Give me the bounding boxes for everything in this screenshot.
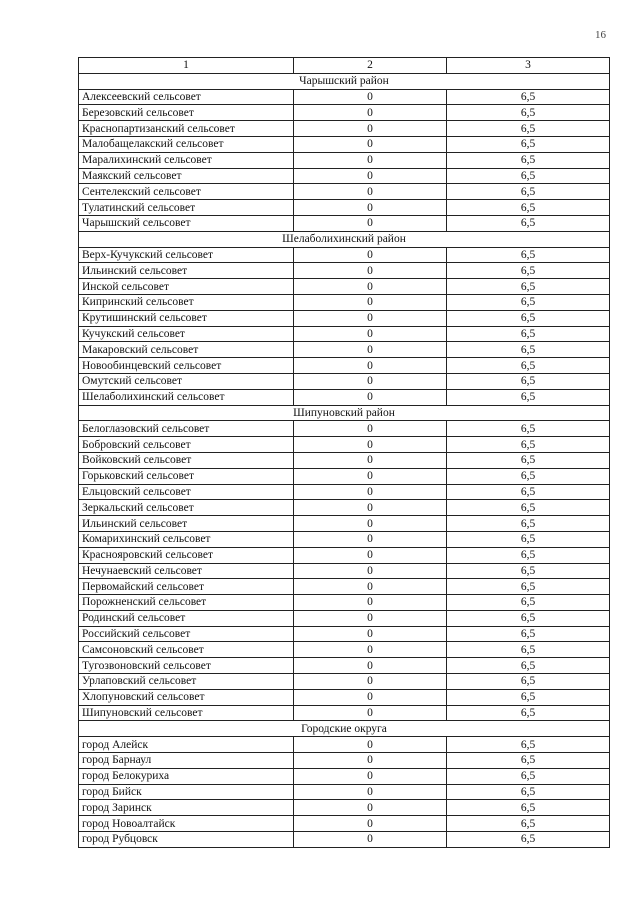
table-row <box>79 294 610 310</box>
value-col-2: 0 <box>294 595 447 611</box>
value-col-2: 0 <box>294 531 447 547</box>
value-col-2: 0 <box>294 689 447 705</box>
section-header-row <box>79 231 610 247</box>
municipality-name: Макаровский сельсовет <box>79 342 294 358</box>
value-col-2: 0 <box>294 753 447 769</box>
value-col-3: 6,5 <box>447 832 610 848</box>
value-col-3: 6,5 <box>447 373 610 389</box>
value-col-3: 6,5 <box>447 800 610 816</box>
value-col-3: 6,5 <box>447 310 610 326</box>
value-col-2: 0 <box>294 468 447 484</box>
value-col-3: 6,5 <box>447 516 610 532</box>
municipality-name: Родинский сельсовет <box>79 610 294 626</box>
value-col-2: 0 <box>294 626 447 642</box>
value-col-3: 6,5 <box>447 121 610 137</box>
table-row <box>79 832 610 848</box>
value-col-2: 0 <box>294 642 447 658</box>
municipality-name: Верх-Кучукский сельсовет <box>79 247 294 263</box>
municipality-name: Комарихинский сельсовет <box>79 531 294 547</box>
municipality-name: город Белокуриха <box>79 768 294 784</box>
value-col-2: 0 <box>294 279 447 295</box>
table-row <box>79 452 610 468</box>
section-title: Шелаболихинский район <box>79 231 610 247</box>
value-col-3: 6,5 <box>447 105 610 121</box>
value-col-2: 0 <box>294 263 447 279</box>
column-header-row <box>79 58 610 74</box>
value-col-2: 0 <box>294 737 447 753</box>
municipality-name: Шелаболихинский сельсовет <box>79 389 294 405</box>
municipality-name: Малобащелакский сельсовет <box>79 136 294 152</box>
column-header: 2 <box>294 58 447 74</box>
municipality-name: город Бийск <box>79 784 294 800</box>
table-row <box>79 184 610 200</box>
value-col-2: 0 <box>294 342 447 358</box>
value-col-2: 0 <box>294 547 447 563</box>
value-col-3: 6,5 <box>447 753 610 769</box>
municipality-name: Ельцовский сельсовет <box>79 484 294 500</box>
section-title: Городские округа <box>79 721 610 737</box>
table-row <box>79 279 610 295</box>
table-row <box>79 626 610 642</box>
value-col-3: 6,5 <box>447 689 610 705</box>
municipality-name: Краснояровский сельсовет <box>79 547 294 563</box>
value-col-3: 6,5 <box>447 263 610 279</box>
municipality-name: Чарышский сельсовет <box>79 215 294 231</box>
table-row <box>79 816 610 832</box>
table-row <box>79 215 610 231</box>
page-number: 16 <box>595 29 606 41</box>
municipality-name: Березовский сельсовет <box>79 105 294 121</box>
value-col-2: 0 <box>294 184 447 200</box>
value-col-2: 0 <box>294 121 447 137</box>
value-col-3: 6,5 <box>447 326 610 342</box>
municipality-name: Крутишинский сельсовет <box>79 310 294 326</box>
table-row <box>79 595 610 611</box>
table-row <box>79 705 610 721</box>
municipality-name: Урлаповский сельсовет <box>79 674 294 690</box>
section-title: Чарышский район <box>79 73 610 89</box>
municipality-name: Тугозвоновский сельсовет <box>79 658 294 674</box>
municipality-name: Хлопуновский сельсовет <box>79 689 294 705</box>
value-col-3: 6,5 <box>447 358 610 374</box>
table-row <box>79 610 610 626</box>
value-col-3: 6,5 <box>447 184 610 200</box>
value-col-2: 0 <box>294 500 447 516</box>
section-header-row <box>79 721 610 737</box>
municipality-name: Омутский сельсовет <box>79 373 294 389</box>
value-col-2: 0 <box>294 832 447 848</box>
value-col-3: 6,5 <box>447 610 610 626</box>
municipality-name: Горьковский сельсовет <box>79 468 294 484</box>
value-col-2: 0 <box>294 152 447 168</box>
table-row <box>79 168 610 184</box>
municipality-name: город Заринск <box>79 800 294 816</box>
municipality-name: город Рубцовск <box>79 832 294 848</box>
table-row <box>79 674 610 690</box>
section-header-row <box>79 73 610 89</box>
value-col-3: 6,5 <box>447 136 610 152</box>
municipality-name: Краснопартизанский сельсовет <box>79 121 294 137</box>
table-row <box>79 136 610 152</box>
value-col-2: 0 <box>294 389 447 405</box>
table-row <box>79 358 610 374</box>
municipality-name: Войковский сельсовет <box>79 452 294 468</box>
value-col-3: 6,5 <box>447 294 610 310</box>
municipality-name: Первомайский сельсовет <box>79 579 294 595</box>
table-row <box>79 89 610 105</box>
value-col-2: 0 <box>294 358 447 374</box>
value-col-3: 6,5 <box>447 563 610 579</box>
table-row <box>79 531 610 547</box>
table-row <box>79 105 610 121</box>
municipality-name: Самсоновский сельсовет <box>79 642 294 658</box>
value-col-2: 0 <box>294 674 447 690</box>
value-col-2: 0 <box>294 610 447 626</box>
value-col-2: 0 <box>294 784 447 800</box>
value-col-3: 6,5 <box>447 737 610 753</box>
section-header-row <box>79 405 610 421</box>
value-col-2: 0 <box>294 563 447 579</box>
value-col-2: 0 <box>294 452 447 468</box>
value-col-3: 6,5 <box>447 484 610 500</box>
value-col-3: 6,5 <box>447 547 610 563</box>
value-col-3: 6,5 <box>447 200 610 216</box>
value-col-3: 6,5 <box>447 247 610 263</box>
value-col-2: 0 <box>294 437 447 453</box>
value-col-3: 6,5 <box>447 468 610 484</box>
municipality-name: Маралихинский сельсовет <box>79 152 294 168</box>
table-row <box>79 500 610 516</box>
municipality-name: Ильинский сельсовет <box>79 263 294 279</box>
value-col-2: 0 <box>294 136 447 152</box>
value-col-3: 6,5 <box>447 674 610 690</box>
value-col-3: 6,5 <box>447 215 610 231</box>
value-col-2: 0 <box>294 816 447 832</box>
value-col-3: 6,5 <box>447 342 610 358</box>
value-col-2: 0 <box>294 247 447 263</box>
data-table <box>78 57 610 848</box>
table-body <box>79 58 610 848</box>
value-col-3: 6,5 <box>447 500 610 516</box>
table-row <box>79 421 610 437</box>
table-row <box>79 342 610 358</box>
municipality-name: Бобровский сельсовет <box>79 437 294 453</box>
table-row <box>79 768 610 784</box>
municipality-name: Новообинцевский сельсовет <box>79 358 294 374</box>
table-row <box>79 326 610 342</box>
value-col-2: 0 <box>294 484 447 500</box>
value-col-2: 0 <box>294 421 447 437</box>
value-col-2: 0 <box>294 310 447 326</box>
value-col-3: 6,5 <box>447 705 610 721</box>
table-row <box>79 373 610 389</box>
table-row <box>79 200 610 216</box>
value-col-2: 0 <box>294 516 447 532</box>
value-col-2: 0 <box>294 768 447 784</box>
value-col-3: 6,5 <box>447 816 610 832</box>
value-col-2: 0 <box>294 200 447 216</box>
municipality-name: Тулатинский сельсовет <box>79 200 294 216</box>
municipality-name: Нечунаевский сельсовет <box>79 563 294 579</box>
table-row <box>79 642 610 658</box>
table-row <box>79 263 610 279</box>
table-row <box>79 753 610 769</box>
table-row <box>79 121 610 137</box>
value-col-3: 6,5 <box>447 595 610 611</box>
value-col-3: 6,5 <box>447 437 610 453</box>
value-col-3: 6,5 <box>447 152 610 168</box>
column-header: 1 <box>79 58 294 74</box>
municipality-name: город Новоалтайск <box>79 816 294 832</box>
municipality-name: Инской сельсовет <box>79 279 294 295</box>
table-row <box>79 784 610 800</box>
table-row <box>79 484 610 500</box>
table-row <box>79 737 610 753</box>
value-col-3: 6,5 <box>447 579 610 595</box>
municipality-name: город Барнаул <box>79 753 294 769</box>
municipality-name: Маякский сельсовет <box>79 168 294 184</box>
value-col-3: 6,5 <box>447 784 610 800</box>
municipality-name: Порожненский сельсовет <box>79 595 294 611</box>
table-row <box>79 310 610 326</box>
section-title: Шипуновский район <box>79 405 610 421</box>
municipality-name: Белоглазовский сельсовет <box>79 421 294 437</box>
value-col-3: 6,5 <box>447 421 610 437</box>
value-col-3: 6,5 <box>447 389 610 405</box>
table-row <box>79 579 610 595</box>
value-col-3: 6,5 <box>447 768 610 784</box>
municipality-name: Кучукский сельсовет <box>79 326 294 342</box>
column-header: 3 <box>447 58 610 74</box>
municipality-name: Алексеевский сельсовет <box>79 89 294 105</box>
table-row <box>79 800 610 816</box>
value-col-3: 6,5 <box>447 89 610 105</box>
value-col-3: 6,5 <box>447 452 610 468</box>
value-col-2: 0 <box>294 705 447 721</box>
value-col-2: 0 <box>294 326 447 342</box>
table-row <box>79 247 610 263</box>
value-col-3: 6,5 <box>447 658 610 674</box>
municipality-name: Сентелекский сельсовет <box>79 184 294 200</box>
municipality-name: Зеркальский сельсовет <box>79 500 294 516</box>
table-row <box>79 658 610 674</box>
value-col-2: 0 <box>294 105 447 121</box>
municipality-name: Шипуновский сельсовет <box>79 705 294 721</box>
table-row <box>79 389 610 405</box>
table-row <box>79 468 610 484</box>
table-row <box>79 437 610 453</box>
value-col-2: 0 <box>294 579 447 595</box>
municipality-name: Кипринский сельсовет <box>79 294 294 310</box>
value-col-3: 6,5 <box>447 279 610 295</box>
value-col-2: 0 <box>294 89 447 105</box>
value-col-2: 0 <box>294 168 447 184</box>
table-row <box>79 689 610 705</box>
table-row <box>79 547 610 563</box>
municipality-name: Ильинский сельсовет <box>79 516 294 532</box>
table-row <box>79 563 610 579</box>
municipality-name: город Алейск <box>79 737 294 753</box>
value-col-3: 6,5 <box>447 642 610 658</box>
municipality-name: Российский сельсовет <box>79 626 294 642</box>
value-col-3: 6,5 <box>447 626 610 642</box>
value-col-2: 0 <box>294 294 447 310</box>
table-row <box>79 516 610 532</box>
table-row <box>79 152 610 168</box>
value-col-2: 0 <box>294 658 447 674</box>
value-col-2: 0 <box>294 373 447 389</box>
value-col-3: 6,5 <box>447 531 610 547</box>
value-col-2: 0 <box>294 215 447 231</box>
value-col-3: 6,5 <box>447 168 610 184</box>
value-col-2: 0 <box>294 800 447 816</box>
